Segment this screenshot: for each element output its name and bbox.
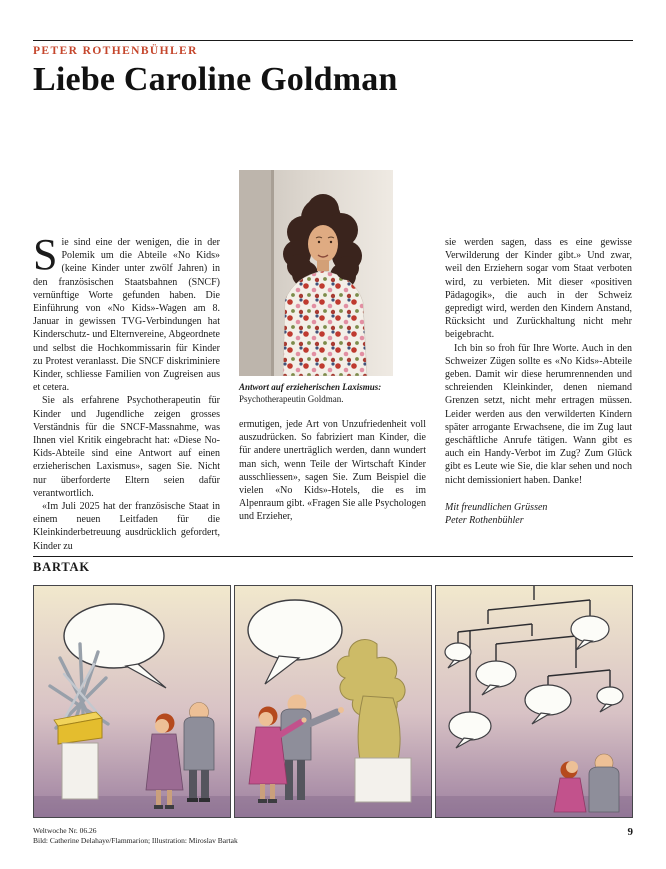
credits-label: Bild: Catherine Delahaye/Flammarion; Illustration: Miroslav Bartak (33, 836, 238, 845)
paragraph-text: ie sind eine der wenigen, die in der Polemik um die Abteile «No Kids» (keine Kinder unter zwölf Jahren) in den französischen Staatsbahnen (SNCF) vernünftige Worte gefunden haben. Die Einführung von «No Kids»-Wagen am 8. Januar in gewissen TVG-Verbindungen hat Kinderschutz- und Elternvereine, Abgeordnete und selbst die Hochkommissarin für Kinder zu Protest veranlasst. Die SNCF diskriminiere Kinder, schliesse Familien von Zugreisen aus et cetera. (33, 237, 220, 394)
top-rule (33, 40, 633, 41)
paragraph: Ich bin so froh für Ihre Worte. Auch in den Schweizer Zügen sollte es «No Kids»-Abteile geben. Damit wir diese herumrennenden und schreienden Kleinkinder, denen niemand Grenzen setzt, nicht mehr ertragen müssen. Leider werden aus den verwilderten Kindern später arrogante Erwachsene, die im Zug laut geschäftliche Anrufe tätigen. Wann gibt es auch ein Handy-Verbot im Zug? Zum Glück gibt es Leute wie Sie, die klar sehen und noch nicht demissioniert haben. Danke! (445, 342, 632, 486)
author-kicker: PETER ROTHENBÜHLER (33, 45, 198, 57)
paragraph: ermutigen, jede Art von Unzufriedenheit voll auszudrücken. So fabriziert man Kinder, die für andere unerträglich werden, dann wundert man sich, wenn Teile der Wirtschaft Kinder ausschliessen», sagen Sie. Zum Beispiel die vielen «No Kids»-Hotels, die es im Alpenraum gibt. «Fragen Sie alle Psychologen und Erzieher, (239, 419, 426, 523)
article-column-2 (239, 170, 426, 553)
paragraph: «Im Juli 2025 hat der französische Staat in einem neuen Leitfaden für die Kleinkinderbetreuung ausdrücklich gefordert, Kinder zu (33, 501, 220, 552)
comic-title: BARTAK (33, 560, 90, 574)
caption-lead: Antwort auf erzieherischen Laxismus: (239, 382, 382, 392)
article-body (33, 170, 633, 553)
comic-panel-2 (234, 585, 432, 818)
page-number: 9 (627, 826, 633, 838)
section-rule (33, 556, 633, 557)
signoff (445, 501, 632, 527)
article-column-1 (33, 170, 220, 553)
caption-rest: Psychotherapeutin Goldman. (239, 393, 344, 404)
comic-panel-1 (33, 585, 231, 818)
portrait-figure (239, 170, 393, 405)
comic-panel-3 (435, 585, 633, 818)
footer-credits (33, 826, 238, 846)
issue-label: Weltwoche Nr. 06.26 (33, 826, 97, 835)
paragraph: Sie als erfahrene Psychotherapeutin für Kinder und Jugendliche zeigen grosses Verständnis für die SNCF-Massnahme, was Ihnen viel Kritik eingebracht hat: «Diese No-Kids-Abteile sind eine Antwort auf einen erzieherischen Laxismus», sagen Sie. Nicht nur überforderte Eltern seien dafür verantwortlich. (33, 395, 220, 499)
signoff-greeting: Mit freundlichen Grüssen (445, 501, 548, 513)
article-column-3 (445, 170, 632, 553)
portrait-photo (239, 170, 393, 376)
drop-cap: S (33, 230, 58, 279)
paragraph (33, 230, 220, 394)
page-footer (33, 826, 633, 846)
signoff-name: Peter Rothenbühler (445, 515, 524, 527)
comic-strip (33, 585, 633, 818)
page-title: Liebe Caroline Goldman (33, 61, 398, 98)
photo-caption (239, 382, 399, 405)
paragraph: sie werden sagen, dass es eine gewisse Verwilderung der Kinder gibt.» Und zwar, weil den Erziehern sogar vom Staat verboten wird, zu verbieten. Mit dieser «positiven Pädagogik», die auch in der Schweiz gepredigt wird, werden den Kindern Anstand, Rücksicht und Zurückhaltung nicht mehr beigebracht. (445, 237, 632, 341)
